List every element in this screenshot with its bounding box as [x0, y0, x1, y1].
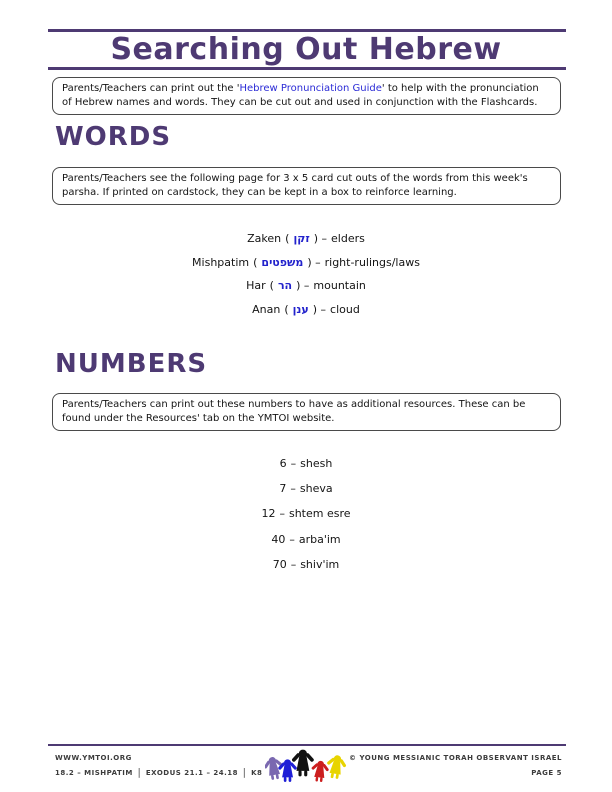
dash: – [290, 557, 297, 571]
number-value: 6 [279, 457, 287, 470]
paren-open: ( [253, 255, 258, 269]
word-list [0, 227, 612, 321]
words-heading: WORDS [55, 122, 172, 152]
dash: – [290, 482, 296, 496]
footer-lesson: 18.2 – MISHPATIM [55, 769, 133, 777]
intro-note-post: ' to help with the pronunciation of Hebrew names and words. They can be cut out and used in conjunction with the Flashcards. [62, 83, 539, 108]
ymtoi-children-logo [265, 745, 347, 787]
word-translit: Anan [252, 302, 281, 316]
paren-open: ( [269, 279, 274, 292]
word-item [0, 251, 612, 275]
word-translit: Zaken [247, 232, 282, 245]
word-meaning: mountain [313, 279, 366, 292]
paren-close-dash: ) – [296, 279, 310, 292]
number-item [0, 476, 612, 501]
footer-divider: | [137, 767, 141, 779]
number-item [0, 501, 612, 526]
word-hebrew: הר [277, 279, 293, 292]
word-meaning: right-rulings/laws [324, 255, 420, 269]
number-value: 70 [272, 557, 287, 571]
word-meaning: elders [331, 232, 365, 245]
numbers-note-box [52, 393, 561, 431]
footer-page-number: PAGE 5 [531, 769, 562, 777]
paren-close-dash: ) – [307, 255, 321, 269]
footer-left [55, 751, 262, 781]
word-item [0, 227, 612, 251]
number-item [0, 451, 612, 476]
word-item [0, 274, 612, 298]
footer-scripture: EXODUS 21.1 – 24.18 [145, 769, 239, 777]
number-list [0, 451, 612, 577]
word-translit: Mishpatim [192, 255, 250, 269]
words-note-box [52, 167, 561, 205]
number-item [0, 552, 612, 577]
page-title: Searching Out Hebrew [110, 32, 502, 67]
word-meaning: cloud [330, 302, 360, 316]
title-rule-bottom [48, 67, 566, 70]
number-name: arba'im [298, 532, 341, 546]
footer-divider: | [243, 767, 247, 779]
number-item [0, 527, 612, 552]
number-name: sheva [299, 482, 333, 496]
pronunciation-guide-link[interactable]: Hebrew Pronunciation Guide [239, 83, 382, 94]
intro-note-box [52, 77, 561, 115]
paren-close-dash: ) – [313, 232, 328, 245]
word-hebrew: משפטים [261, 255, 304, 269]
numbers-heading: NUMBERS [55, 349, 208, 379]
footer-reference-line [55, 766, 262, 781]
footer-level: K8 [251, 769, 263, 777]
number-value: 7 [279, 482, 287, 496]
number-value: 12 [261, 507, 276, 521]
number-name: shiv'im [300, 557, 340, 571]
number-value: 40 [271, 532, 286, 546]
word-translit: Har [246, 279, 266, 292]
dash: – [279, 507, 285, 521]
words-note-text: Parents/Teachers see the following page for 3 x 5 card cut outs of the words from this week's parsha. If printed on cardstock, they can be kept in a box to reinforce learning. [62, 173, 528, 198]
footer-copyright: © YOUNG MESSIANIC TORAH OBSERVANT ISRAEL [349, 754, 562, 762]
paren-open: ( [284, 302, 289, 316]
paren-open: ( [285, 232, 290, 245]
numbers-note-text: Parents/Teachers can print out these numbers to have as additional resources. These can be found under the Resources' tab on the YMTOI website. [62, 399, 526, 424]
dash: – [289, 532, 295, 546]
word-hebrew: זקן [293, 232, 310, 245]
intro-note-pre: Parents/Teachers can print out the ' [62, 83, 240, 94]
paren-close-dash: ) – [312, 302, 327, 316]
dash: – [290, 457, 297, 470]
number-name: shesh [300, 457, 333, 470]
number-name: shtem esre [288, 507, 351, 521]
word-hebrew: ענן [292, 302, 309, 316]
footer-website[interactable]: WWW.YMTOI.ORG [55, 754, 132, 762]
word-item [0, 298, 612, 322]
footer-right [349, 751, 562, 781]
